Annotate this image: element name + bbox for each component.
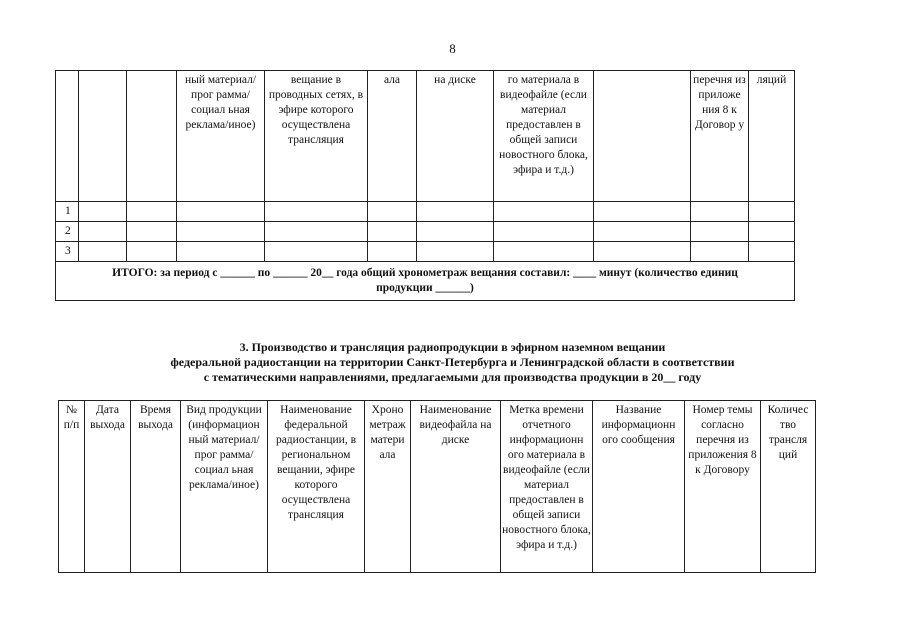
row-number: 2 — [56, 222, 79, 242]
t2-header-cell: Номер темы согласно перечня из приложения 8 к Договору — [685, 401, 761, 573]
t1-header-cell — [56, 71, 79, 202]
t1-header-cell — [127, 71, 177, 202]
t1-header-cell: ный материал/прог рамма/социал ьная реклама/иное) — [177, 71, 265, 202]
t2-header-cell: Вид продукции (информацион ный материал/прог рамма/социал ьная реклама/иное) — [181, 401, 268, 573]
section-heading-line-1: 3. Производство и трансляция радиопродукции в эфирном наземном вещании — [239, 340, 666, 354]
total-row — [56, 262, 795, 301]
t1-header-cell: го материала в видеофайле (если материал предоставлен в общей записи новостного блока, эфира и т.д.) — [494, 71, 594, 202]
t1-header-cell: на диске — [417, 71, 494, 202]
t1-header-cell: перечня из приложе ния 8 к Договор у — [691, 71, 749, 202]
t1-header-cell: ляций — [749, 71, 795, 202]
table-continued — [55, 70, 795, 301]
t2-header-cell: Время выхода — [131, 401, 181, 573]
table-row — [56, 242, 795, 262]
t2-header-cell: № п/п — [59, 401, 85, 573]
table-row — [56, 202, 795, 222]
table2-header-row — [59, 401, 816, 573]
table-section-3 — [58, 400, 816, 573]
t2-header-cell: Наименование видеофайла на диске — [411, 401, 501, 573]
t1-header-cell — [79, 71, 127, 202]
row-number: 3 — [56, 242, 79, 262]
total-line-1: ИТОГО: за период с ______ по ______ 20__ года общий хронометраж вещания составил: ____ минут (количество единиц — [112, 267, 738, 279]
t1-header-cell: вещание в проводных сетях, в эфире которого осуществлена трансляция — [265, 71, 368, 202]
row-number: 1 — [56, 202, 79, 222]
t2-header-cell: Название информационн ого сообщения — [593, 401, 685, 573]
t2-header-cell: Дата выхода — [85, 401, 131, 573]
t2-header-cell: Количес тво трансля ций — [761, 401, 816, 573]
t1-header-cell — [594, 71, 691, 202]
section-heading-line-3: с тематическими направлениями, предлагаемыми для производства продукции в 20__ году — [203, 370, 702, 384]
total-cell — [56, 262, 795, 301]
t2-header-cell: Хроно метраж матери ала — [365, 401, 411, 573]
page-number: 8 — [449, 41, 456, 56]
table-row — [56, 222, 795, 242]
table1-header-row — [56, 71, 795, 202]
t2-header-cell: Метка времени отчетного информационн ого материала в видеофайле (если материал предоставлен в общей записи новостного блока, эфира и т.д.) — [501, 401, 593, 573]
total-line-2: продукции ______) — [376, 282, 474, 294]
section-heading-line-2: федеральной радиостанции на территории Санкт-Петербурга и Ленинградской области в соответствии — [170, 355, 735, 369]
t1-header-cell: ала — [368, 71, 417, 202]
t2-header-cell: Наименование федеральной радиостанции, в региональном вещании, эфире которого осуществлена трансляция — [268, 401, 365, 573]
